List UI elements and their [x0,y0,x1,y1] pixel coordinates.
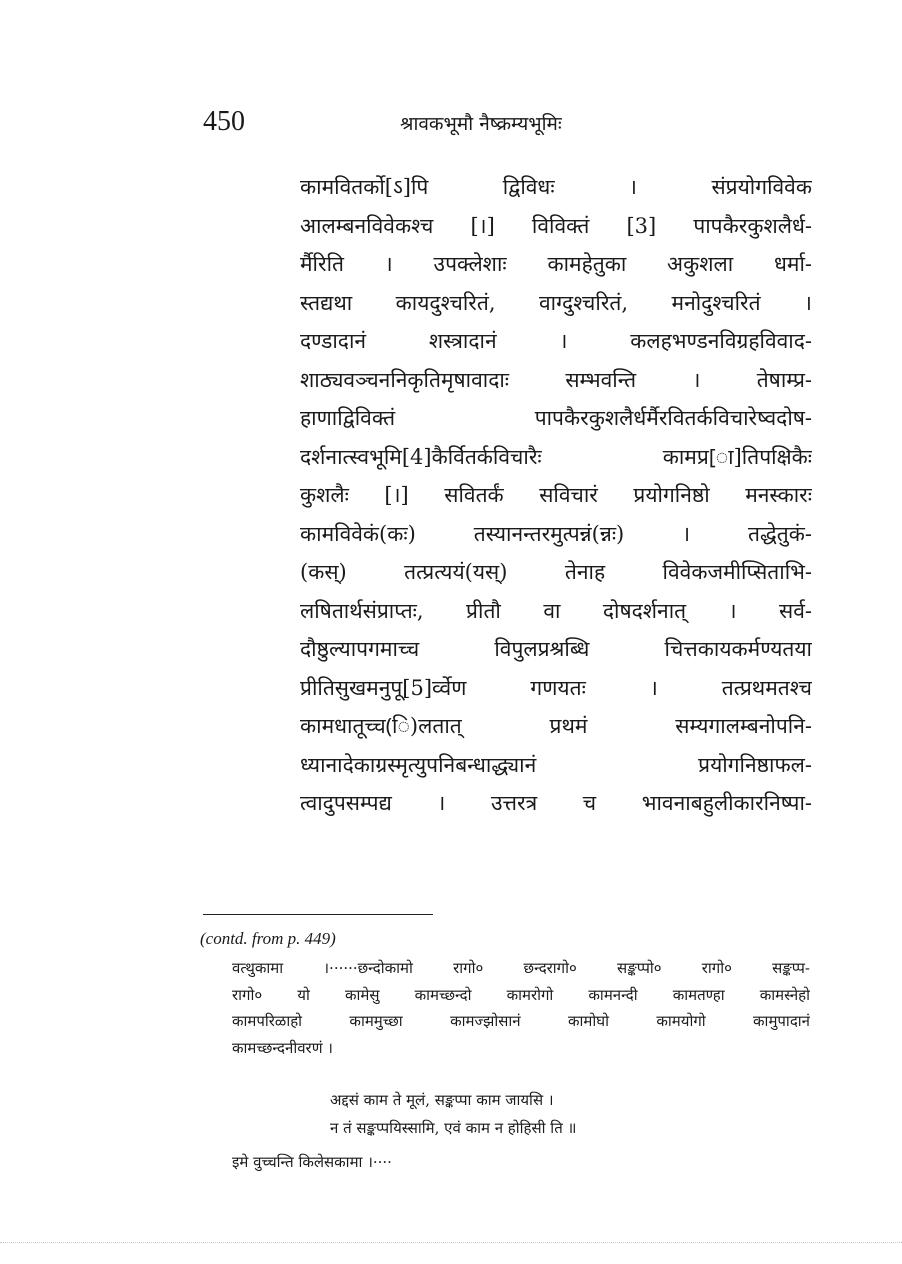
main-text-line: कामधातूच्च(ि)लतात् प्रथमं सम्यगालम्बनोपनि- [300,714,812,738]
main-text-line: त्वादुपसम्पद्य । उत्तरत्र च भावनाबहुलीकारनिष्पा- [300,791,812,815]
main-text-line: दौष्ठुल्यापगमाच्च विपुलप्रश्रब्धि चित्तकायकर्मण्यतया [300,637,812,661]
main-text-line: कामविवेकं(कः) तस्यानन्तरमुत्पन्नं(न्नः) । तद्धेतुकं- [300,521,812,546]
main-text-line: कुशलैः [।] सवितर्कं सविचारं प्रयोगनिष्ठो मनस्कारः [300,483,812,507]
main-text-line: प्रीतिसुखमनुपू[5]र्व्वेण गणयतः । तत्प्रथमतश्च [300,675,812,700]
footnote-line: कामच्छन्दनीवरणं । [232,1038,333,1057]
footnote-block [232,955,810,1061]
main-text-line: लषितार्थसंप्राप्तः, प्रीतौ वा दोषदर्शनात् । सर्व- [300,598,812,623]
page-bottom-edge [0,1242,902,1243]
verse-line: अद्दसं काम ते मूलं, सङ्कप्पा काम जायसि । [330,1091,554,1109]
footnote-line: वत्थुकामा ।······छन्दोकामो रागो० छन्दरागो० सङ्कप्पो० रागो० सङ्कप्प- [232,959,810,977]
running-head: श्रावकभूमौ नैष्क्रम्यभूमिः [400,113,562,135]
main-text-line: कामवितर्को[ऽ]पि द्विविधः । संप्रयोगविवेक [300,175,812,199]
main-text-line: आलम्बनविवेकश्च [।] विविक्तं [3] पापकैरकुशलैर्ध- [300,213,812,238]
main-text-line: र्मैरिति । उपक्लेशाः कामहेतुका अकुशला धर्मा- [300,252,812,276]
main-text-line: स्तद्यथा कायदुश्चरितं, वाग्दुश्चरितं, मनोदुश्चरितं । [300,290,812,315]
main-text-line: दण्डादानं शस्त्रादानं । कलहभण्डनविग्रहविवाद- [300,329,812,353]
page-number: 450 [203,106,245,137]
verse-line: न तं सङ्कप्पयिस्सामि, एवं काम न होहिसी ति ॥ [330,1119,577,1137]
main-text-line: शाठ्यवञ्चननिकृतिमृषावादाः सम्भवन्ति । तेषाम्प्र- [300,367,812,392]
footnote-closing-line: इमे वुच्चन्ति किलेसकामा ।···· [232,1153,392,1171]
main-text-line: (कस्) तत्प्रत्ययं(यस्) तेनाह विवेकजमीप्सिताभि- [300,560,812,584]
footnote-verse [330,1086,710,1142]
footnote-divider [203,914,433,915]
footnote-continuation-label: (contd. from p. 449) [200,929,336,948]
main-text-line: ध्यानादेकाग्रस्मृत्युपनिबन्धाद्ध्यानं प्रयोगनिष्ठाफल- [300,752,812,777]
main-text-line: दर्शनात्स्वभूमि[4]कैर्वितर्कविचारैः कामप्र[ा]तिपक्षिकैः [300,444,812,469]
main-text-block [300,168,812,823]
footnote-line: रागो० यो कामेसु कामच्छन्दो कामरोगो कामनन्दी कामतण्हा कामस्नेहो [232,985,810,1004]
main-text-line: हाणाद्विविक्तं पापकैरकुशलैर्धर्मैरवितर्कविचारेष्वदोष- [300,406,812,430]
footnote-line: कामपरिळाहो काममुच्छा कामज्झोसानं कामोघो कामयोगो कामुपादानं [232,1012,810,1030]
